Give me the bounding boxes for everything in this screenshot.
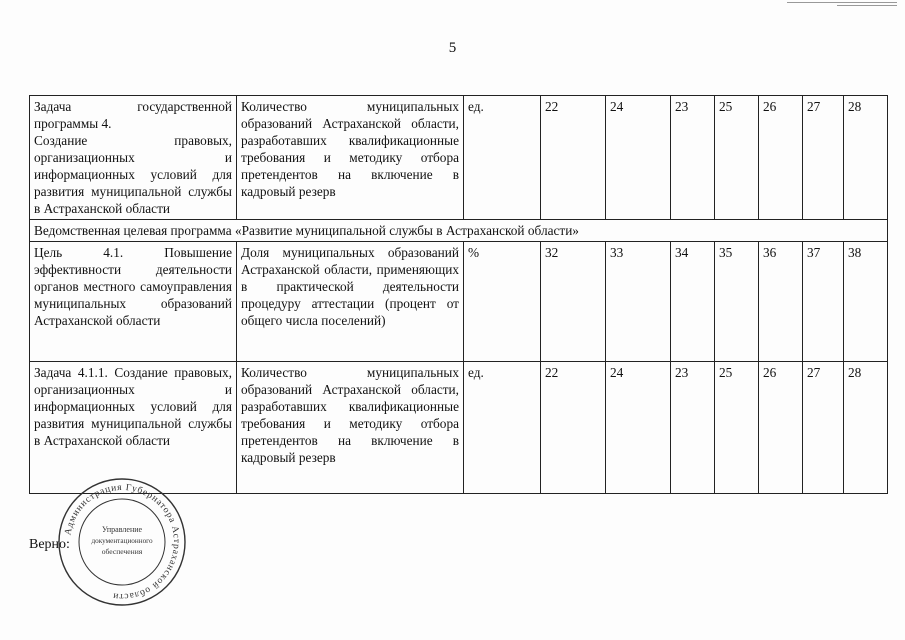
value-cell: 28 xyxy=(844,362,888,494)
value-cell: 38 xyxy=(844,242,888,362)
value-cell: 23 xyxy=(671,96,715,220)
value-cell: 24 xyxy=(606,96,671,220)
indicator-cell: Доля муниципальных образований Астраханской области, применяющих в практической деятельности процедуру аттестации (процент от общего числа поселений) xyxy=(237,242,464,362)
task-cell: Цель 4.1. Повышение эффективности деятельности органов местного самоуправления муниципальных образований Астраханской области xyxy=(30,242,237,362)
indicator-cell: Количество муниципальных образований Астраханской области, разработавших квалификационные требования и методику отбора претендентов на включение в кадровый резерв xyxy=(237,96,464,220)
unit-cell: ед. xyxy=(464,362,541,494)
value-cell: 25 xyxy=(715,96,759,220)
scan-edge-lines xyxy=(787,2,897,8)
value-cell: 28 xyxy=(844,96,888,220)
value-cell: 24 xyxy=(606,362,671,494)
program-title: Ведомственная целевая программа «Развитие муниципальной службы в Астраханской области» xyxy=(30,220,888,242)
indicator-cell: Количество муниципальных образований Астраханской области, разработавших квалификационные требования и методику отбора претендентов на включение в кадровый резерв xyxy=(237,362,464,494)
unit-cell: ед. xyxy=(464,96,541,220)
task-cell: Задача 4.1.1. Создание правовых, организационных и информационных условий для развития муниципальной службы в Астраханской области xyxy=(30,362,237,494)
value-cell: 34 xyxy=(671,242,715,362)
unit-cell: % xyxy=(464,242,541,362)
value-cell: 36 xyxy=(759,242,803,362)
official-stamp xyxy=(56,476,188,608)
verno-label: Верно: xyxy=(29,537,70,552)
stamp-inner-line2: документационного xyxy=(91,537,153,545)
value-cell: 35 xyxy=(715,242,759,362)
table-row xyxy=(30,362,888,494)
program-row xyxy=(30,220,888,242)
value-cell: 22 xyxy=(541,96,606,220)
task-text: Задача государственной программы 4. Создание правовых, организационных и информационных условий для развития муниципальной службы в Астраханской области xyxy=(34,99,232,216)
table-row xyxy=(30,96,888,220)
value-cell: 27 xyxy=(803,96,844,220)
task-cell xyxy=(30,96,237,220)
value-cell: 22 xyxy=(541,362,606,494)
stamp-outer-text-path: Администрация Губернатора Астраханской области xyxy=(63,482,182,602)
value-cell: 25 xyxy=(715,362,759,494)
table-row xyxy=(30,242,888,362)
indicators-table xyxy=(29,95,888,494)
page-number: 5 xyxy=(448,40,457,56)
value-cell: 23 xyxy=(671,362,715,494)
value-cell: 27 xyxy=(803,362,844,494)
stamp-inner-line1: Управление xyxy=(101,525,143,534)
value-cell: 32 xyxy=(541,242,606,362)
value-cell: 26 xyxy=(759,362,803,494)
value-cell: 37 xyxy=(803,242,844,362)
stamp-inner-line3: обеспечения xyxy=(101,547,143,556)
value-cell: 33 xyxy=(606,242,671,362)
value-cell: 26 xyxy=(759,96,803,220)
